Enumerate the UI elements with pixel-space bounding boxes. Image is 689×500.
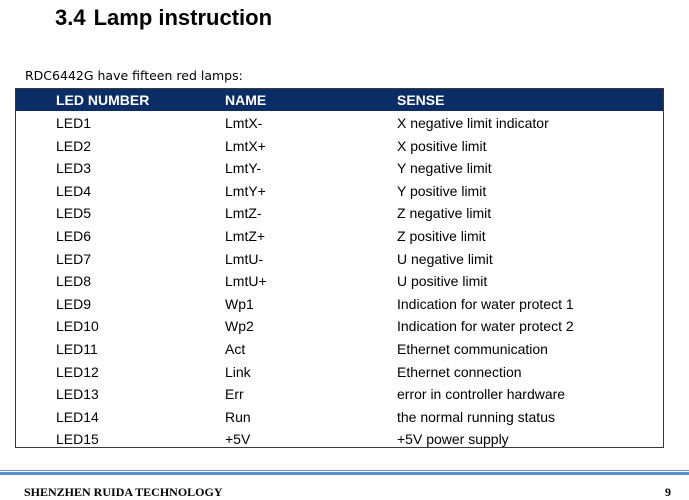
- led-number-cell: LED8: [56, 273, 92, 290]
- footer-divider: [0, 472, 689, 475]
- led-name-cell: Link: [225, 363, 251, 380]
- table-row: [16, 315, 663, 338]
- led-sense-cell: Y negative limit: [397, 160, 492, 177]
- led-sense-cell: +5V power supply: [397, 431, 509, 448]
- led-name-cell: LmtZ-: [225, 205, 262, 222]
- led-sense-cell: Ethernet communication: [397, 340, 548, 357]
- table-row: [16, 293, 663, 316]
- led-name-cell: +5V: [225, 431, 251, 448]
- table-row: [16, 248, 663, 271]
- led-number-cell: LED10: [56, 318, 99, 335]
- led-sense-cell: U positive limit: [397, 273, 488, 290]
- table-row: [16, 202, 663, 225]
- led-name-cell: LmtU+: [225, 273, 267, 290]
- table-row: [16, 225, 663, 248]
- led-number-cell: LED13: [56, 386, 99, 403]
- led-number-cell: LED12: [56, 363, 99, 380]
- table-row: [16, 157, 663, 180]
- table-row: [16, 180, 663, 203]
- led-name-cell: Run: [225, 408, 251, 425]
- led-sense-cell: U negative limit: [397, 250, 493, 267]
- table-row: [16, 428, 663, 451]
- table-row: [16, 383, 663, 406]
- footer-divider-thin: [0, 470, 689, 471]
- table-body: [16, 112, 663, 451]
- led-number-cell: LED15: [56, 431, 99, 448]
- led-number-cell: LED6: [56, 227, 92, 244]
- led-number-cell: LED1: [56, 115, 92, 131]
- table-row: [16, 338, 663, 361]
- led-number-cell: LED11: [56, 340, 98, 357]
- led-number-cell: LED14: [56, 408, 99, 425]
- led-name-cell: LmtZ+: [225, 227, 266, 244]
- led-number-cell: LED5: [56, 205, 92, 222]
- header-sense: SENSE: [397, 92, 445, 108]
- table-row: [16, 135, 663, 158]
- table-row: [16, 361, 663, 384]
- section-heading: [55, 5, 272, 31]
- led-table: [15, 88, 664, 448]
- led-name-cell: LmtX-: [225, 115, 263, 131]
- led-name-cell: LmtY+: [225, 182, 266, 199]
- page-number: 9: [665, 485, 671, 499]
- led-number-cell: LED4: [56, 182, 92, 199]
- led-number-cell: LED7: [56, 250, 92, 267]
- table-header: [16, 89, 663, 111]
- table-row: [16, 270, 663, 293]
- led-number-cell: LED3: [56, 160, 92, 177]
- led-sense-cell: Indication for water protect 1: [397, 295, 574, 312]
- led-sense-cell: Indication for water protect 2: [397, 318, 574, 335]
- led-sense-cell: Z negative limit: [397, 205, 492, 222]
- header-name: NAME: [225, 92, 267, 108]
- led-sense-cell: Y positive limit: [397, 182, 487, 199]
- led-sense-cell: X negative limit indicator: [397, 115, 549, 131]
- section-number: 3.4: [55, 5, 86, 30]
- led-name-cell: Err: [225, 386, 244, 403]
- led-sense-cell: the normal running status: [397, 408, 555, 425]
- led-sense-cell: Z positive limit: [397, 227, 486, 244]
- led-number-cell: LED2: [56, 137, 92, 154]
- led-name-cell: Wp1: [225, 295, 254, 312]
- led-number-cell: LED9: [56, 295, 92, 312]
- led-name-cell: LmtY-: [225, 160, 262, 177]
- header-led-number: LED NUMBER: [56, 92, 150, 108]
- intro-text: RDC6442G have fifteen red lamps:: [25, 68, 243, 83]
- led-sense-cell: error in controller hardware: [397, 386, 566, 403]
- led-name-cell: Wp2: [225, 318, 254, 335]
- table-row: [16, 406, 663, 429]
- led-sense-cell: X positive limit: [397, 137, 487, 154]
- footer-company: SHENZHEN RUIDA TECHNOLOGY: [24, 485, 223, 499]
- section-title: Lamp instruction: [93, 5, 273, 30]
- table-row: [16, 112, 663, 135]
- led-sense-cell: Ethernet connection: [397, 363, 522, 380]
- led-name-cell: LmtX+: [225, 137, 266, 154]
- led-name-cell: LmtU-: [225, 250, 264, 267]
- led-name-cell: Act: [225, 340, 246, 357]
